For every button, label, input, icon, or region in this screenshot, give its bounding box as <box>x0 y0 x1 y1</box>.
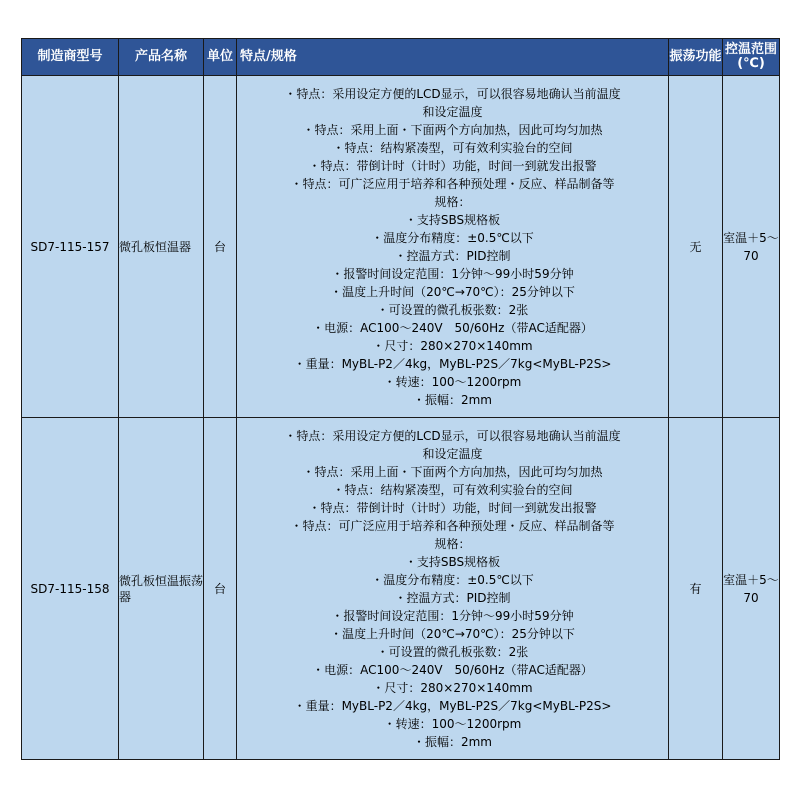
feature-line: ・报警时间设定范围：1分钟～99小时59分钟 <box>331 608 574 623</box>
feature-line: ・特点：带倒计时（计时）功能，时间一到就发出报警 <box>308 158 597 173</box>
feature-line: 规格： <box>434 536 471 551</box>
cell-features <box>237 418 669 760</box>
feature-line: ・尺寸：280×270×140mm <box>372 338 533 353</box>
product-spec-table <box>21 38 780 760</box>
header-product-name: 产品名称 <box>119 39 204 76</box>
table-row <box>22 76 780 418</box>
feature-line: ・可设置的微孔板张数：2张 <box>376 644 529 659</box>
feature-line: ・特点：可广泛应用于培养和各种预处理・反应、样品制备等 <box>290 518 615 533</box>
header-temp-range: 控温范围(℃) <box>723 39 780 76</box>
feature-line: ・特点：带倒计时（计时）功能，时间一到就发出报警 <box>308 500 597 515</box>
header-unit: 单位 <box>204 39 237 76</box>
feature-line: ・重量：MyBL-P2／4kg，MyBL-P2S／7kg<MyBL-P2S> <box>293 356 612 371</box>
feature-line: ・特点：采用上面・下面两个方向加热，因此可均匀加热 <box>302 122 603 137</box>
feature-line: ・支持SBS规格板 <box>404 554 501 569</box>
feature-line: ・特点：采用设定方便的LCD显示，可以很容易地确认当前温度 <box>284 428 621 443</box>
header-model: 制造商型号 <box>22 39 119 76</box>
table-row <box>22 418 780 760</box>
cell-unit: 台 <box>204 418 237 760</box>
feature-line: ・温度分布精度：±0.5℃以下 <box>371 230 534 245</box>
feature-line: ・控温方式：PID控制 <box>394 248 511 263</box>
feature-line: ・特点：采用设定方便的LCD显示，可以很容易地确认当前温度 <box>284 86 621 101</box>
feature-line: 和设定温度 <box>422 104 483 119</box>
feature-line: ・重量：MyBL-P2／4kg，MyBL-P2S／7kg<MyBL-P2S> <box>293 698 612 713</box>
feature-line: ・特点：结构紧凑型，可有效利实验台的空间 <box>332 140 573 155</box>
feature-line: 规格： <box>434 194 471 209</box>
cell-product-name: 微孔板恒温器 <box>119 76 204 418</box>
feature-line: ・支持SBS规格板 <box>404 212 501 227</box>
feature-line: ・特点：采用上面・下面两个方向加热，因此可均匀加热 <box>302 464 603 479</box>
feature-line: ・电源：AC100～240V 50/60Hz（带AC适配器） <box>312 662 593 677</box>
feature-line: ・振幅：2mm <box>412 734 492 749</box>
feature-line: ・尺寸：280×270×140mm <box>372 680 533 695</box>
feature-line: ・振幅：2mm <box>412 392 492 407</box>
feature-line: ・可设置的微孔板张数：2张 <box>376 302 529 317</box>
header-features: 特点/规格 <box>237 39 669 76</box>
header-shake-function: 振荡功能 <box>669 39 723 76</box>
feature-line: ・温度分布精度：±0.5℃以下 <box>371 572 534 587</box>
feature-line: ・温度上升时间（20℃→70℃）：25分钟以下 <box>330 626 575 641</box>
cell-temp-range: 室温＋5～70 <box>723 76 780 418</box>
cell-shake-function: 无 <box>669 76 723 418</box>
feature-line: ・控温方式：PID控制 <box>394 590 511 605</box>
feature-line: ・温度上升时间（20℃→70℃）：25分钟以下 <box>330 284 575 299</box>
feature-line: ・报警时间设定范围：1分钟～99小时59分钟 <box>331 266 574 281</box>
table-header-row <box>22 39 780 76</box>
cell-model: SD7-115-157 <box>22 76 119 418</box>
feature-line: ・转速：100～1200rpm <box>383 374 522 389</box>
cell-temp-range: 室温＋5～70 <box>723 418 780 760</box>
feature-line: ・转速：100～1200rpm <box>383 716 522 731</box>
cell-shake-function: 有 <box>669 418 723 760</box>
feature-line: ・特点：可广泛应用于培养和各种预处理・反应、样品制备等 <box>290 176 615 191</box>
feature-line: 和设定温度 <box>422 446 483 461</box>
feature-line: ・特点：结构紧凑型，可有效利实验台的空间 <box>332 482 573 497</box>
cell-model: SD7-115-158 <box>22 418 119 760</box>
cell-features <box>237 76 669 418</box>
cell-product-name: 微孔板恒温振荡器 <box>119 418 204 760</box>
feature-line: ・电源：AC100～240V 50/60Hz（带AC适配器） <box>312 320 593 335</box>
cell-unit: 台 <box>204 76 237 418</box>
